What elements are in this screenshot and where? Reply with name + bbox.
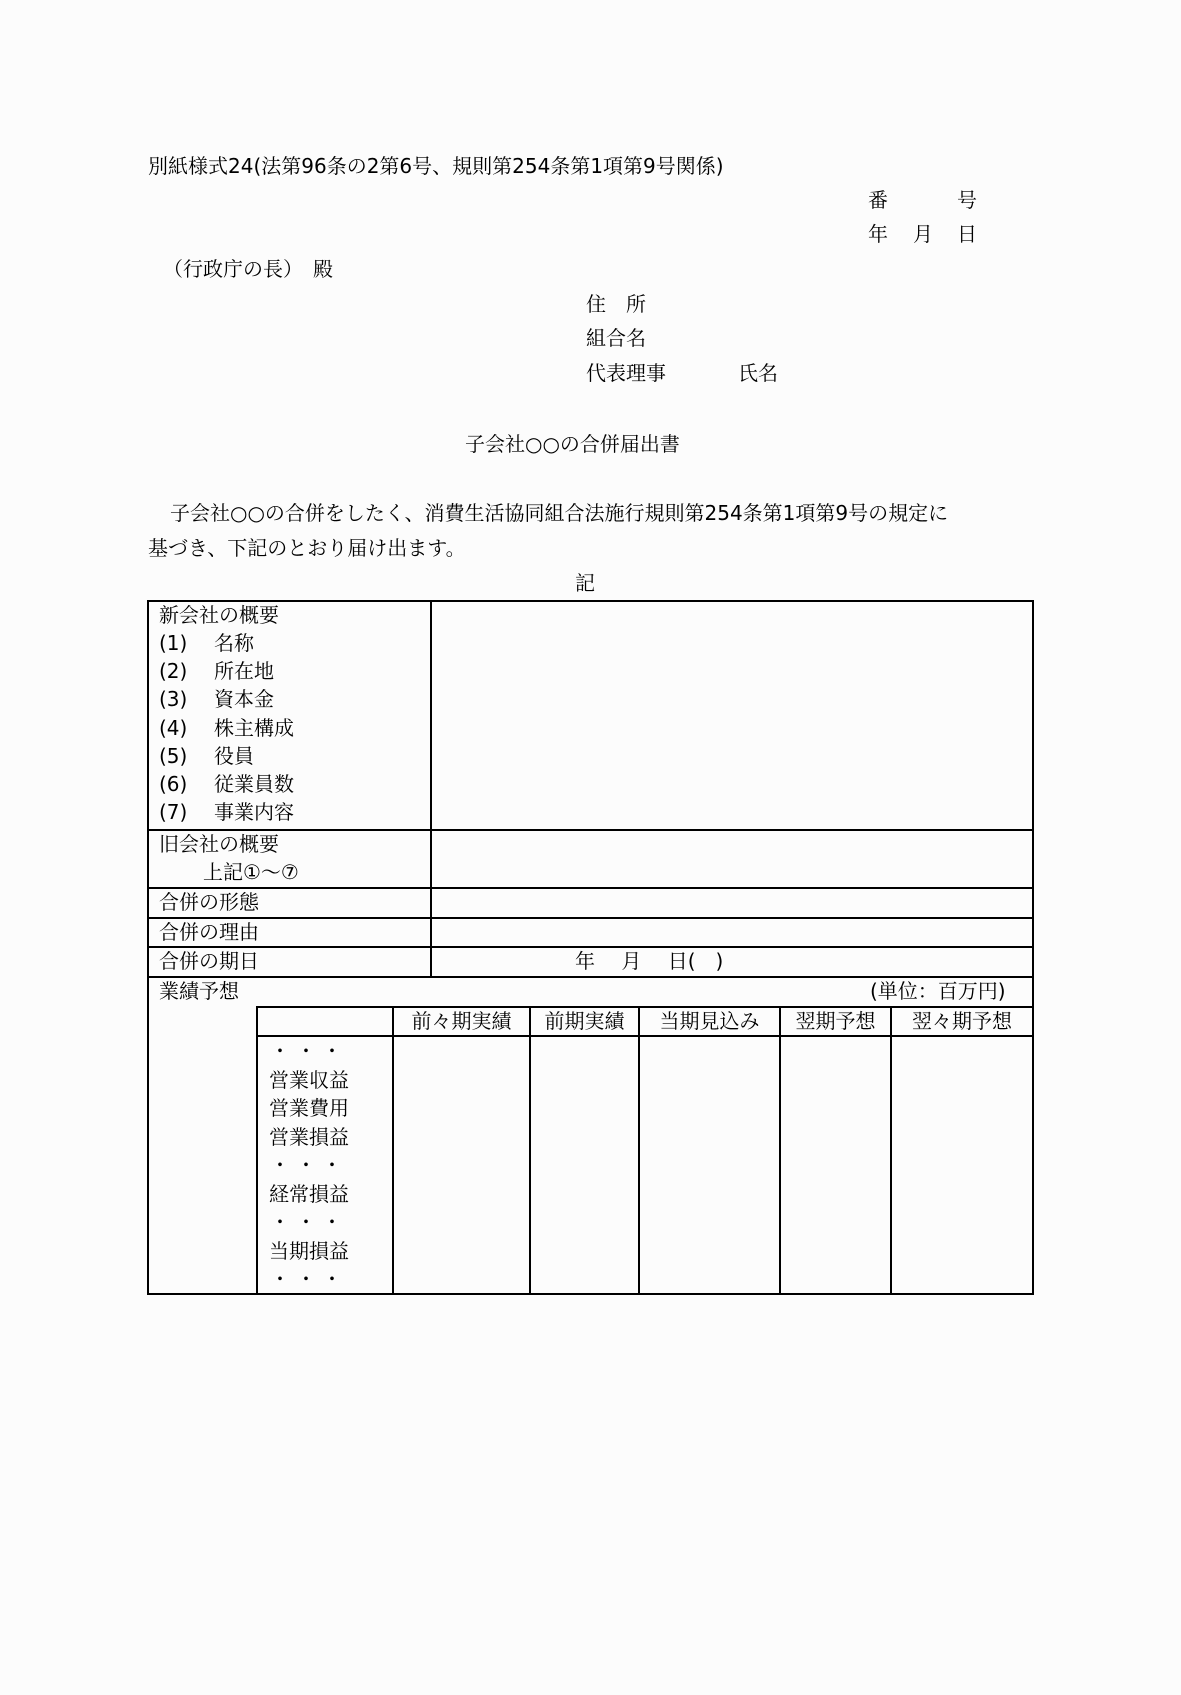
item-num: (7) xyxy=(159,800,188,824)
row-label: 営業損益 xyxy=(269,1125,349,1149)
item-label: 株主構成 xyxy=(214,716,294,740)
forecast-label: 業績予想 xyxy=(159,979,239,1003)
row-label: 当期損益 xyxy=(269,1239,349,1263)
number-label: 番 xyxy=(868,188,888,212)
date-year: 年 xyxy=(868,222,888,246)
merger-reason-label: 合併の理由 xyxy=(159,920,259,944)
address-label: 住 所 xyxy=(586,292,646,316)
row-label: 経常損益 xyxy=(269,1182,349,1206)
document-title: 子会社○○の合併届出書 xyxy=(465,432,680,456)
row-label: ・・・ xyxy=(270,1210,348,1234)
row-label: 営業費用 xyxy=(269,1096,349,1120)
item-num: (6) xyxy=(159,772,188,796)
row-label: ・・・ xyxy=(270,1267,348,1291)
date-day: 日 xyxy=(957,222,977,246)
old-company-sub: 上記①～⑦ xyxy=(203,860,299,884)
body-text-line1: 子会社○○の合併をしたく、消費生活協同組合法施行規則第254条第1項第9号の規定に xyxy=(170,501,949,525)
merger-date-value: 年 月 日( ) xyxy=(575,949,724,973)
representative-label: 代表理事 xyxy=(586,361,666,385)
addressee: （行政庁の長） 殿 xyxy=(163,257,333,281)
number-suffix: 号 xyxy=(957,188,977,212)
row-label: 営業収益 xyxy=(269,1068,349,1092)
merger-form-label: 合併の形態 xyxy=(159,890,259,914)
item-label: 名称 xyxy=(214,631,254,655)
col-header: 前々期実績 xyxy=(411,1009,512,1033)
item-num: (1) xyxy=(159,631,188,655)
item-num: (4) xyxy=(159,716,188,740)
col-header: 前期実績 xyxy=(544,1009,625,1033)
item-num: (5) xyxy=(159,744,188,768)
item-label: 従業員数 xyxy=(214,772,294,796)
item-label: 所在地 xyxy=(214,659,274,683)
row-label: ・・・ xyxy=(270,1153,348,1177)
unit-label: (単位：百万円) xyxy=(870,979,1006,1003)
col-header: 翌々期予想 xyxy=(912,1009,1012,1033)
form-header: 別紙様式24(法第96条の2第6号、規則第254条第1項第9号関係) xyxy=(148,154,724,178)
item-label: 事業内容 xyxy=(214,800,294,824)
name-label: 氏名 xyxy=(738,361,778,385)
col-header: 翌期予想 xyxy=(795,1009,876,1033)
item-label: 役員 xyxy=(214,744,254,768)
union-name-label: 組合名 xyxy=(586,326,646,350)
item-num: (3) xyxy=(159,687,188,711)
item-label: 資本金 xyxy=(214,687,274,711)
date-month: 月 xyxy=(913,222,933,246)
body-text-line2: 基づき、下記のとおり届け出ます。 xyxy=(148,536,466,560)
item-num: (2) xyxy=(159,659,188,683)
old-company-heading: 旧会社の概要 xyxy=(159,832,279,856)
merger-date-label: 合併の期日 xyxy=(159,949,259,973)
ki-label: 記 xyxy=(575,571,595,595)
row-label: ・・・ xyxy=(270,1039,348,1063)
col-header: 当期見込み xyxy=(659,1009,760,1033)
new-company-heading: 新会社の概要 xyxy=(159,603,279,627)
